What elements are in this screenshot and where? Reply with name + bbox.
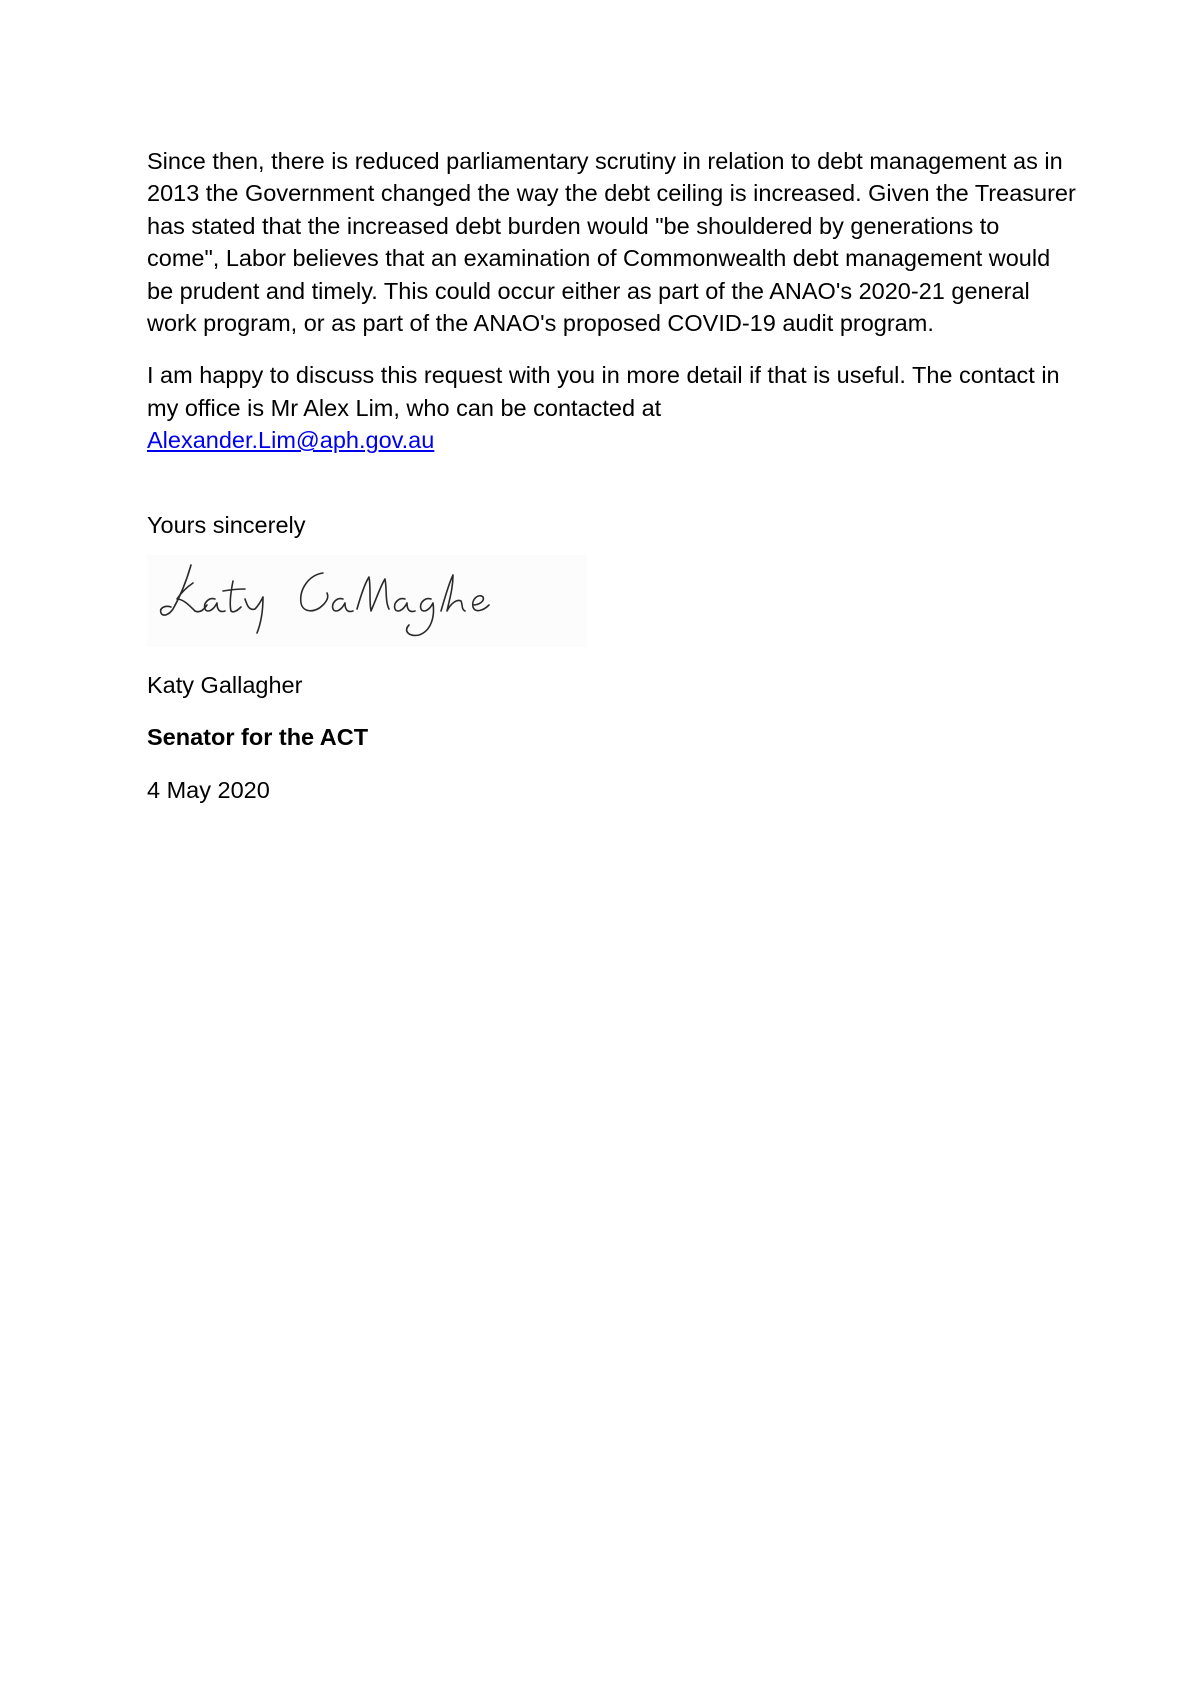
paragraph-debt-scrutiny: Since then, there is reduced parliamentary scrutiny in relation to debt management as in 2013 the Government changed the way the debt ceiling is increased. Given the Treasurer has stated that the increased debt burden would "be shouldered by generations to come", Labor believes that an examination of Commonwealth debt management would be prudent and timely. This could occur either as part of the ANAO's 2020-21 general work program, or as part of the ANAO's proposed COVID-19 audit program. [147,148,1076,337]
signer-title: Senator for the ACT [147,724,369,751]
closing-salutation: Yours sincerely [147,511,306,538]
contact-sentence: I am happy to discuss this request with you in more detail if that is useful. The contact in my office is Mr Alex Lim, who can be contacted at [147,362,1060,421]
letter-body [147,145,1077,806]
handwritten-signature [147,555,587,647]
paragraph-contact [147,359,1077,456]
letter-date: 4 May 2020 [147,776,270,803]
contact-email-link[interactable]: Alexander.Lim@aph.gov.au [147,427,435,454]
signer-name: Katy Gallagher [147,672,303,699]
